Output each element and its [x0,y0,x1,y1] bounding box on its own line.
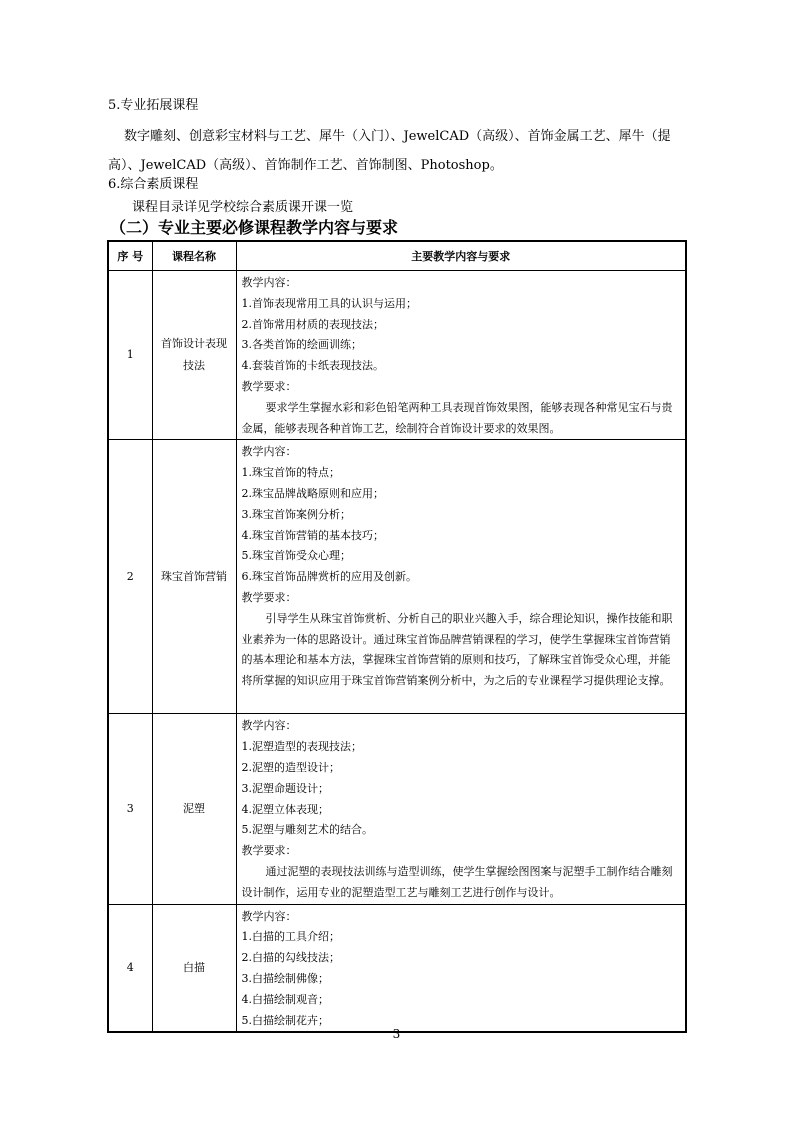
content-item: 2.泥塑的造型设计； [241,760,340,774]
content-item: 4.泥塑立体表现； [241,802,329,816]
requirement-label: 教学要求： [241,379,297,393]
section-6-title: 6.综合素质课程 [108,177,199,192]
content-item: 2.白描的勾线技法； [241,951,340,965]
table-row [108,271,686,440]
requirement-text: 通过泥塑的表现技法训练与造型训练，使学生掌握绘图图案与泥塑手工制作结合雕刻设计制作，运用专业的泥塑造型工艺与雕刻工艺进行创作与设计。 [241,864,673,899]
content-item: 3.白描绘制佛像； [241,971,329,985]
course-content [236,440,686,714]
content-item: 1.珠宝首饰的特点； [241,466,340,480]
content-item: 3.泥塑命题设计； [241,781,329,795]
requirement-label: 教学要求： [241,844,297,858]
table-row [108,440,686,714]
content-item: 4.珠宝首饰营销的基本技巧； [241,528,384,542]
header-course-name: 课程名称 [152,241,236,271]
content-label: 教学内容： [241,909,297,923]
course-name: 泥塑 [152,714,236,904]
content-item: 4.套装首饰的卡纸表现技法。 [241,359,384,373]
course-name: 首饰设计表现技法 [152,271,236,440]
course-content [236,904,686,1032]
content-item: 6.珠宝首饰品牌赏析的应用及创新。 [241,570,417,584]
row-number: 3 [108,714,152,904]
row-number: 2 [108,440,152,714]
content-item: 2.首饰常用材质的表现技法； [241,317,384,331]
table-header-row [108,241,686,271]
content-item: 1.白描的工具介绍； [241,930,340,944]
section-5-body: 数字雕刻、创意彩宝材料与工艺、犀牛（入门）、JewelCAD（高级）、首饰金属工艺、犀牛（提高）、JewelCAD（高级）、首饰制作工艺、首饰制图、Photoshop。 [108,129,671,173]
course-name: 珠宝首饰营销 [152,440,236,714]
content-label: 教学内容： [241,719,297,733]
header-content: 主要教学内容与要求 [236,241,686,271]
content-item: 3.珠宝首饰案例分析； [241,507,351,521]
content-item: 3.各类首饰的绘画训练； [241,338,362,352]
content-item: 5.珠宝首饰受众心理； [241,549,351,563]
section-heading: （二）专业主要必修课程教学内容与要求 [110,218,399,237]
content-label: 教学内容： [241,276,297,289]
content-item: 4.白描绘制观音； [241,992,329,1006]
course-table [107,240,687,1033]
table-row [108,714,686,904]
content-item: 1.首饰表现常用工具的认识与运用； [241,296,417,310]
content-label: 教学内容： [241,445,297,459]
course-content [236,271,686,440]
requirement-label: 教学要求： [241,590,297,604]
content-item: 2.珠宝品牌战略原则和应用； [241,486,384,500]
content-item: 1.泥塑造型的表现技法； [241,740,362,754]
section-5-title: 5.专业拓展课程 [108,98,199,113]
content-item: 5.泥塑与雕刻艺术的结合。 [241,823,373,837]
section-6-body: 课程目录详见学校综合素质课开课一览 [132,200,354,215]
requirement-text: 引导学生从珠宝首饰赏析、分析自己的职业兴趣入手，综合理论知识，操作技能和职业素养为一体的思路设计。通过珠宝首饰品牌营销课程的学习，使学生掌握珠宝首饰营销的基本理论和基本方法，掌握珠宝首饰营销的原则和技巧，了解珠宝首饰受众心理，并能将所掌握的知识应用于珠宝首饰营销案例分析中，为之后的专业课程学习提供理论支撑。 [241,611,673,688]
content-item: 5.白描绘制花卉； [241,1013,329,1027]
row-number: 4 [108,904,152,1032]
row-number: 1 [108,271,152,440]
course-name: 白描 [152,904,236,1032]
header-number: 序 号 [108,241,152,271]
course-content [236,714,686,904]
requirement-text: 要求学生掌握水彩和彩色铅笔两种工具表现首饰效果图，能够表现各种常见宝石与贵金属，能够表现各种首饰工艺，绘制符合首饰设计要求的效果图。 [241,400,673,435]
table-row [108,904,686,1032]
page-number: 3 [392,1027,401,1041]
